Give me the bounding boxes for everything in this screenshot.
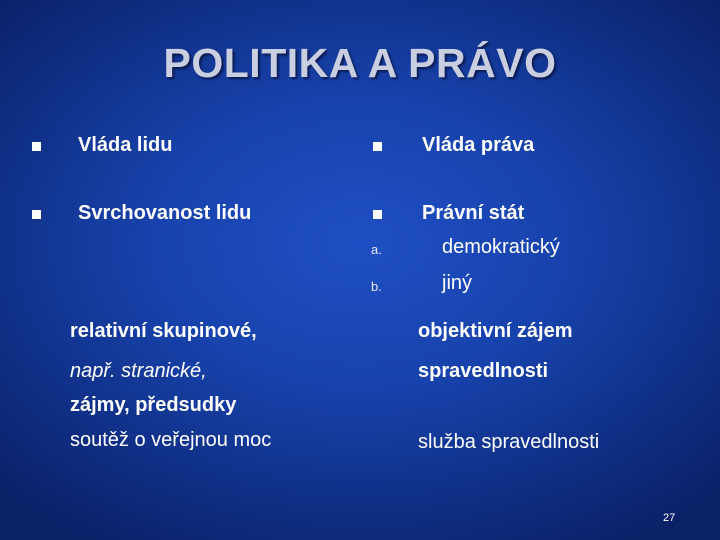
right-bullet-text: Vláda práva xyxy=(422,134,535,156)
square-bullet-icon xyxy=(32,142,41,151)
left-bullet-text: Svrchovanost lidu xyxy=(78,202,252,224)
left-line-3: zájmy, předsudky xyxy=(70,394,237,416)
square-bullet-icon xyxy=(373,142,382,151)
sub-item-label: demokratický xyxy=(442,236,560,258)
right-bullet-text: Právní stát xyxy=(422,202,525,224)
sub-item-marker: b. xyxy=(371,279,382,294)
right-line-1: objektivní zájem xyxy=(418,320,573,342)
left-line-1: relativní skupinové, xyxy=(70,320,257,342)
sub-item-label: jiný xyxy=(442,272,473,294)
slide-title: POLITIKA A PRÁVO xyxy=(163,40,557,86)
sub-item-marker: a. xyxy=(371,242,382,257)
right-line-3: služba spravedlnosti xyxy=(418,431,600,453)
left-line-2: např. stranické, xyxy=(70,360,207,382)
left-line-4: soutěž o veřejnou moc xyxy=(70,429,272,451)
square-bullet-icon xyxy=(373,210,382,219)
page-number: 27 xyxy=(663,512,676,524)
left-bullet-text: Vláda lidu xyxy=(78,134,173,156)
square-bullet-icon xyxy=(32,210,41,219)
right-line-2: spravedlnosti xyxy=(418,360,549,382)
